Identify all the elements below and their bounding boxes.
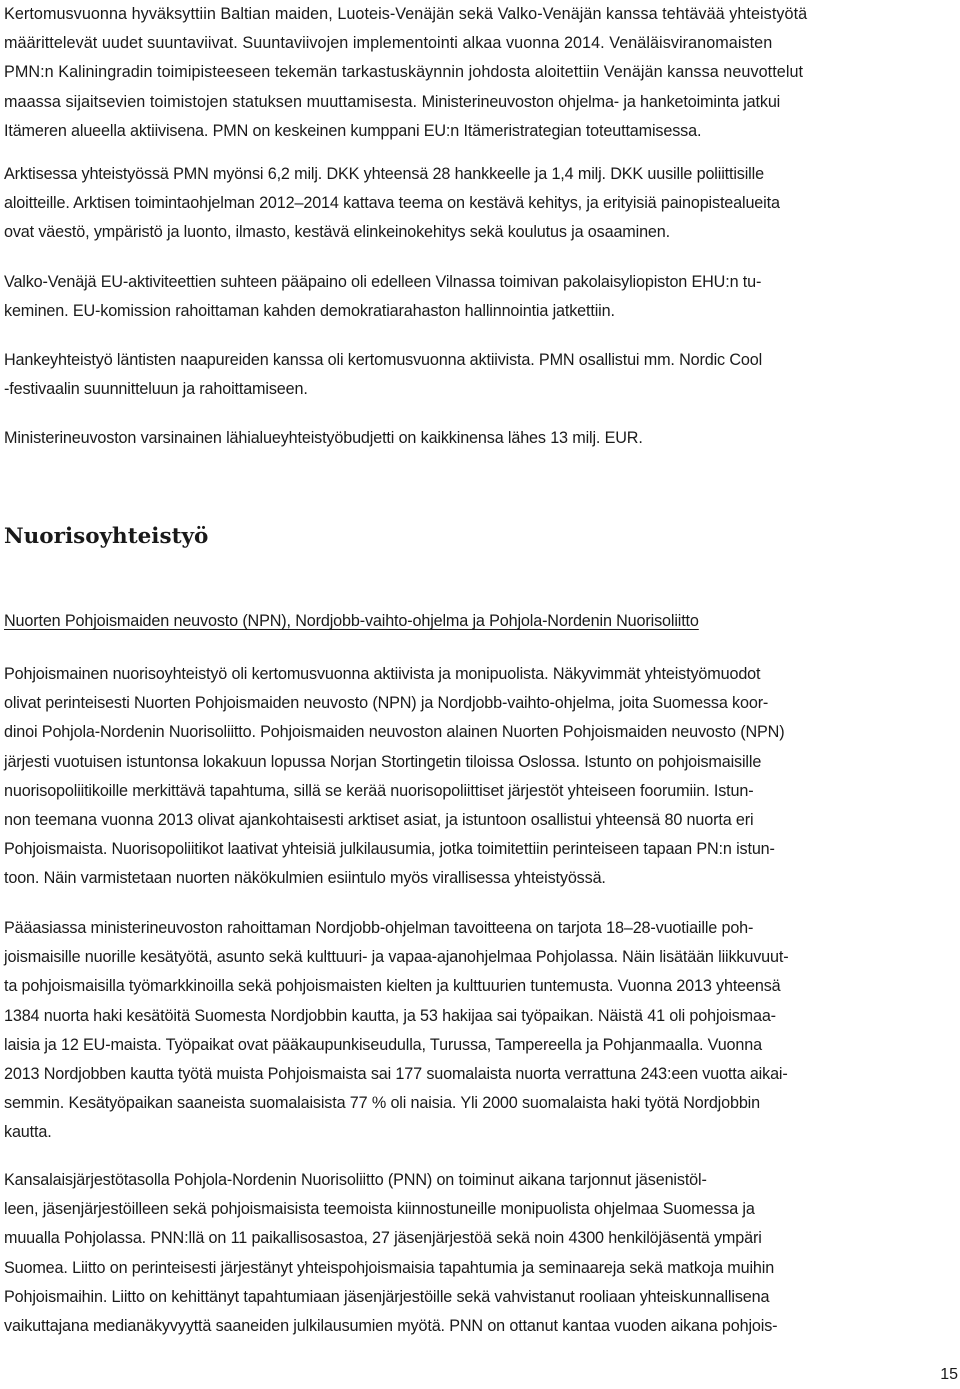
text-line: Kertomusvuonna hyväksyttiin Baltian maiden, Luoteis-Venäjän sekä Valko-Venäjän kanssa tehtävää yhteistyötä (4, 5, 808, 23)
paragraph-pnn (4, 1166, 777, 1341)
text-line-mixed (4, 88, 807, 117)
page-number: 15 (940, 1366, 958, 1383)
text-line: -festivaalin suunnitteluun ja rahoittamiseen. (4, 380, 308, 399)
text-line: Kansalaisjärjestötasolla Pohjola-Nordenin Nuorisoliitto (PNN) on toiminut aikana tarjonnut jäsenistöl- (4, 1171, 707, 1189)
text-line: non teemana vuonna 2013 olivat ajankohtaisesti arktiset asiat, ja istuntoon osallistui yhteensä 80 nuorta eri (4, 810, 754, 829)
text-line: Pohjoismaista. Nuorisopoliitikot laativat yhteisiä julkilausumia, jotka toimitettiin perinteiseen tapaan PN:n istun- (4, 840, 775, 859)
text-line: määrittelevät uudet suuntaviivat. Suuntaviivojen implementointi alkaa vuonna 2014. Venäläisviranomaisten (4, 34, 773, 53)
paragraph-western-neighbours (4, 346, 762, 404)
text-line: nuorisopoliitikoille merkittävä tapahtuma, sillä se kerää nuorisopoliittiset järjestöt yhteiseen foorumiin. Istun- (4, 781, 754, 800)
text-line: Arktisessa yhteistyössä PMN myönsi 6,2 milj. DKK yhteensä 28 hankkeelle ja 1,4 milj. DKK uusille poliittisille (4, 165, 764, 183)
text-line: 2013 Nordjobben kautta työtä muista Pohjoismaista sai 177 suomalaista nuorta verrattuna 243:een vuotta aikai- (4, 1064, 788, 1083)
paragraph-nordjobb (4, 914, 788, 1148)
text-line: Hankeyhteistyö läntisten naapureiden kanssa oli kertomusvuonna aktiivista. PMN osallistui mm. Nordic Cool (4, 351, 763, 369)
text-line: aloitteille. Arktisen toimintaohjelman 2012–2014 kattava teema on kestävä kehitys, ja erityisiä painopistealueita (4, 194, 780, 213)
text-span: Ministerineuvoston ohjelma- ja hanketoiminta jatkui (421, 92, 781, 111)
section-subheading: Nuorten Pohjoismaiden neuvosto (NPN), Nordjobb-vaihto-ohjelma ja Pohjola-Nordenin Nuorisoliitto (4, 612, 699, 630)
text-line: toon. Näin varmistetaan nuorten näkökulmien esiintulo myös virallisessa yhteistyössä. (4, 869, 606, 888)
text-line: Valko-Venäjä EU-aktiviteettien suhteen pääpaino oli edelleen Vilnassa toimivan pakolaisyliopiston EHU:n tu- (4, 273, 762, 291)
text-line: Itämeren alueella aktiivisena. PMN on keskeinen kumppani EU:n Itämeristrategian toteuttamisessa. (4, 121, 702, 140)
text-line: vaikuttajana medianäkyvyyttä saaneiden julkilausumien myötä. PNN on ottanut kantaa vuoden aikana pohjois- (4, 1316, 778, 1335)
text-line: leen, jäsenjärjestöilleen sekä pohjoismaisista teemoista kiinnostuneille monipuolista ohjelmaa Suomessa ja (4, 1200, 755, 1219)
text-line: keminen. EU-komission rahoittaman kahden demokratiarahaston hallinnointia jatkettiin. (4, 302, 615, 321)
text-line: PMN:n Kaliningradin toimipisteeseen tekemän tarkastuskäynnin johdosta aloitettiin Venäjän kanssa neuvottelut (4, 63, 804, 82)
text-span: maassa sijaitsevien toimistojen statuksen muuttamisesta. (4, 92, 418, 111)
text-line: järjesti vuotuisen istuntonsa lokakuun lopussa Norjan Stortingetin tiloissa Oslossa. Istunto on pohjoismaisille (4, 752, 762, 771)
paragraph-nordic-youth (4, 660, 784, 894)
paragraph-budget (4, 424, 643, 453)
text-line: Pohjoismainen nuorisoyhteistyö oli kertomusvuonna aktiivista ja monipuolista. Näkyvimmät yhteistyömuodot (4, 665, 761, 683)
paragraph-belarus (4, 268, 761, 326)
text-line: ta pohjoismaisilla työmarkkinoilla sekä pohjoismaisten kielten ja kulttuurien tuntemusta. Vuonna 2013 yhteensä (4, 977, 781, 996)
text-line: Suomea. Liitto on perinteisesti järjestänyt yhteispohjoismaisia tapahtumia ja seminaareja sekä matkoja muihin (4, 1258, 775, 1277)
text-line: Ministerineuvoston varsinainen lähialueyhteistyöbudjetti on kaikkinensa lähes 13 milj. EUR. (4, 429, 643, 447)
text-line: olivat perinteisesti Nuorten Pohjoismaiden neuvosto (NPN) ja Nordjobb-vaihto-ohjelma, joita Suomessa koor- (4, 694, 769, 713)
text-line: kautta. (4, 1123, 52, 1142)
text-line: semmin. Kesätyöpaikan saaneista suomalaisista 77 % oli naisia. Yli 2000 suomalaista haki työtä Nordjobbin (4, 1094, 760, 1113)
text-line: laisia ja 12 EU-maista. Työpaikat ovat pääkaupunkiseudulla, Turussa, Tampereella ja Pohjanmaalla. Vuonna (4, 1035, 762, 1054)
paragraph-baltic-cooperation (4, 0, 807, 146)
text-line: joismaisille nuorille kesätyötä, asunto sekä kulttuuri- ja vapaa-ajanohjelmaa Pohjolassa. Näin lisätään liikkuvuut- (4, 948, 789, 967)
text-line: 1384 nuorta haki kesätöitä Suomesta Nordjobbin kautta, ja 53 hakijaa sai työpaikan. Näistä 41 oli pohjoismaa- (4, 1006, 776, 1025)
paragraph-arctic-cooperation (4, 160, 780, 248)
text-line: ovat väestö, ympäristö ja luonto, ilmasto, kestävä elinkeinokehitys sekä koulutus ja osaaminen. (4, 223, 670, 242)
text-line: muualla Pohjolassa. PNN:llä on 11 paikallisosastoa, 27 jäsenjärjestöä sekä noin 4300 henkilöjäsentä ympäri (4, 1229, 762, 1248)
text-line: Pohjoismaihin. Liitto on kehittänyt tapahtumiaan jäsenjärjestöille sekä vahvistanut rooliaan yhteiskunnallisena (4, 1287, 770, 1306)
section-heading: Nuorisoyhteistyö (4, 524, 209, 549)
text-line: dinoi Pohjola-Nordenin Nuorisoliitto. Pohjoismaiden neuvoston alainen Nuorten Pohjoismaiden neuvosto (NPN) (4, 723, 785, 742)
text-line: Pääasiassa ministerineuvoston rahoittaman Nordjobb-ohjelman tavoitteena on tarjota 18–28-vuotiaille poh- (4, 919, 754, 937)
